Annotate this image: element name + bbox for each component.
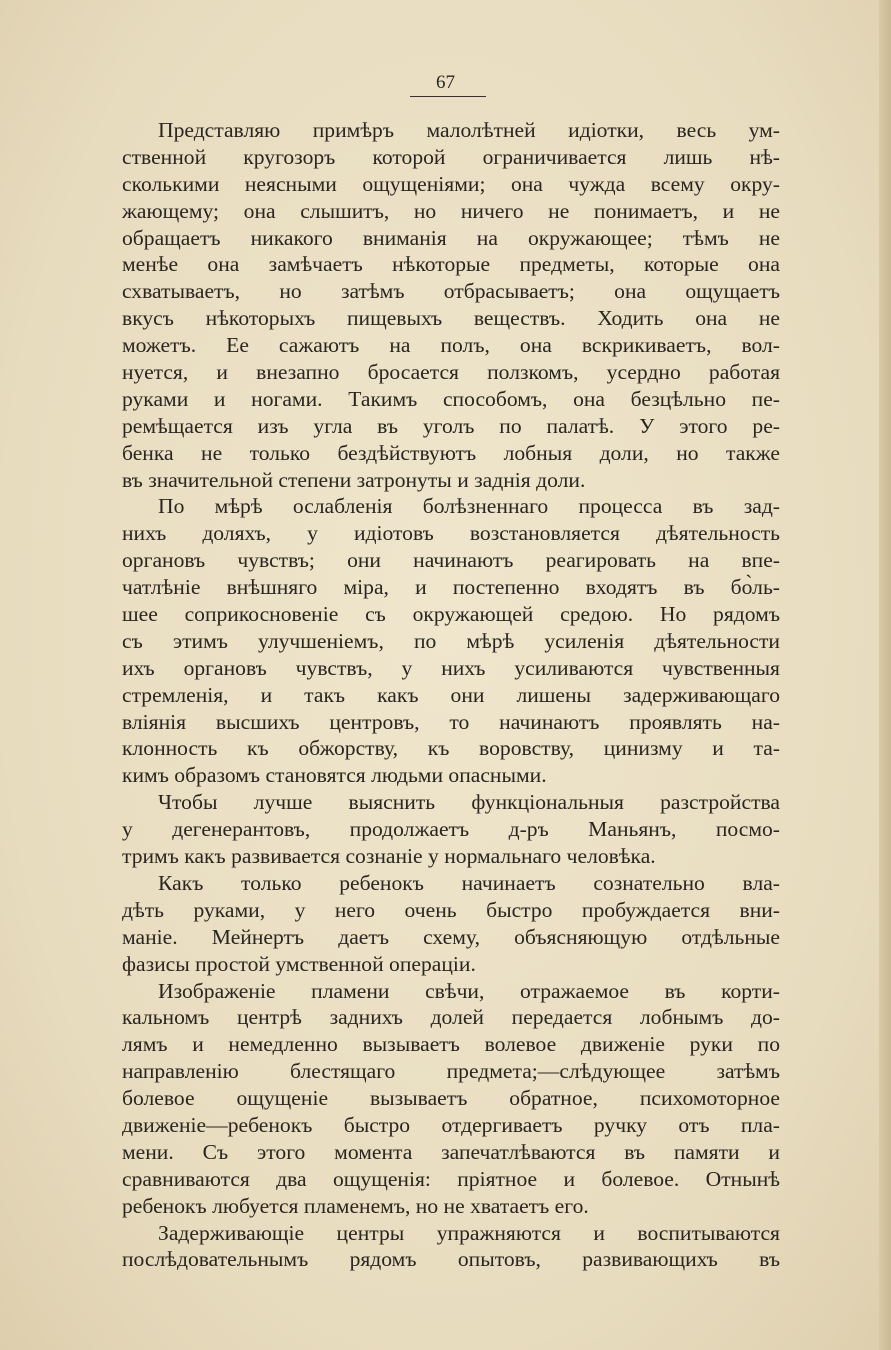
text-line: движеніе—ребенокъ быстро отдергиваетъ ручку отъ пла-	[122, 1112, 780, 1137]
paragraph	[122, 789, 780, 870]
text-line: съ этимъ улучшеніемъ, по мѣрѣ усиленія дѣятельности	[122, 628, 780, 653]
text-line: Задерживающіе центры упражняются и воспитываются	[158, 1220, 780, 1245]
text-line: болевое ощущеніе вызываетъ обратное, психомоторное	[122, 1086, 780, 1111]
text-line: сравниваются два ощущенія: пріятное и болевое. Отнынѣ	[122, 1166, 780, 1191]
text-line: вліянія высшихъ центровъ, то начинаютъ проявлять на-	[122, 709, 780, 734]
text-line: жающему; она слышитъ, но ничего не понимаетъ, и не	[122, 198, 780, 223]
text-line: Изображеніе пламени свѣчи, отражаемое въ корти-	[158, 978, 780, 1003]
page-edge	[879, 0, 891, 1350]
text-line: бенка не только бездѣйствуютъ лобныя доли, но также	[122, 440, 780, 465]
text-line: клонность къ обжорству, къ воровству, цинизму и та-	[122, 736, 780, 761]
text-line: фазисы простой умственной операціи.	[122, 951, 476, 976]
text-line: Какъ только ребенокъ начинаетъ сознательно вла-	[158, 870, 780, 895]
text-line: ихъ органовъ чувствъ, у нихъ усиливаются чувственныя	[122, 655, 780, 680]
paragraph	[122, 117, 780, 493]
text-line: дѣть руками, у него очень быстро пробуждается вни-	[122, 897, 780, 922]
text-line: органовъ чувствъ; они начинаютъ реагировать на впе-	[122, 548, 780, 573]
page-number-rule	[410, 96, 486, 97]
body-text	[122, 117, 780, 1273]
text-line: обращаетъ никакого вниманія на окружающее; тѣмъ не	[122, 225, 780, 250]
text-line: руками и ногами. Такимъ способомъ, она безцѣльно пе-	[122, 386, 780, 411]
paragraph	[122, 978, 780, 1220]
text-line: тримъ какъ развивается сознаніе у нормальнаго человѣка.	[122, 844, 656, 869]
paragraph	[122, 870, 780, 978]
paragraph	[122, 493, 780, 789]
text-line: сколькими неясными ощущеніями; она чужда всему окру-	[122, 171, 780, 196]
text-line: ребенокъ любуется пламенемъ, но не хватаетъ его.	[122, 1193, 589, 1218]
text-line: ремѣщается изъ угла въ уголъ по палатѣ. У этого ре-	[122, 413, 780, 438]
text-line: мени. Съ этого момента запечатлѣваются въ памяти и	[122, 1139, 780, 1164]
text-line: лямъ и немедленно вызываетъ волевое движеніе руки по	[122, 1032, 780, 1057]
text-line: По мѣрѣ ослабленія болѣзненнаго процесса въ зад-	[158, 494, 780, 519]
text-line: стремленія, и такъ какъ они лишены задерживающаго	[122, 682, 780, 707]
text-line: можетъ. Ее сажаютъ на полъ, она вскрикиваетъ, вол-	[122, 333, 780, 358]
text-line: нуется, и внезапно бросается ползкомъ, усердно работая	[122, 360, 780, 385]
text-line: Представляю примѣръ малолѣтней идіотки, весь ум-	[158, 118, 780, 142]
text-line: ственной кругозоръ которой ограничивается лишь нѣ-	[122, 144, 780, 169]
text-line: схватываетъ, но затѣмъ отбрасываетъ; она ощущаетъ	[122, 279, 780, 304]
text-line: менѣе она замѣчаетъ нѣкоторые предметы, которые она	[122, 252, 780, 277]
text-line: въ значительной степени затронуты и заднія доли.	[122, 467, 586, 492]
text-line: чатлѣніе внѣшняго міра, и постепенно входятъ въ бо̀ль-	[122, 575, 780, 600]
paragraph	[122, 1220, 780, 1274]
text-line: кимъ образомъ становятся людьми опасными.	[122, 763, 547, 788]
text-line: вкусъ нѣкоторыхъ пищевыхъ веществъ. Ходить она не	[122, 306, 780, 331]
text-line: направленію блестящаго предмета;—слѣдующее затѣмъ	[122, 1059, 780, 1084]
text-line: Чтобы лучше выяснить функціональныя разстройства	[158, 790, 780, 815]
text-line: шее соприкосновеніе съ окружающей средою. Но рядомъ	[122, 602, 780, 627]
text-line: послѣдовательнымъ рядомъ опытовъ, развивающихъ въ	[122, 1247, 780, 1272]
text-line: у дегенерантовъ, продолжаетъ д-ръ Маньянъ, посмо-	[122, 817, 780, 842]
page-number: 67	[436, 72, 455, 93]
text-line: кальномъ центрѣ заднихъ долей передается лобнымъ до-	[122, 1005, 780, 1030]
text-line: маніе. Мейнертъ даетъ схему, объясняющую отдѣльные	[122, 924, 780, 949]
text-line: нихъ доляхъ, у идіотовъ возстановляется дѣятельность	[122, 521, 780, 546]
